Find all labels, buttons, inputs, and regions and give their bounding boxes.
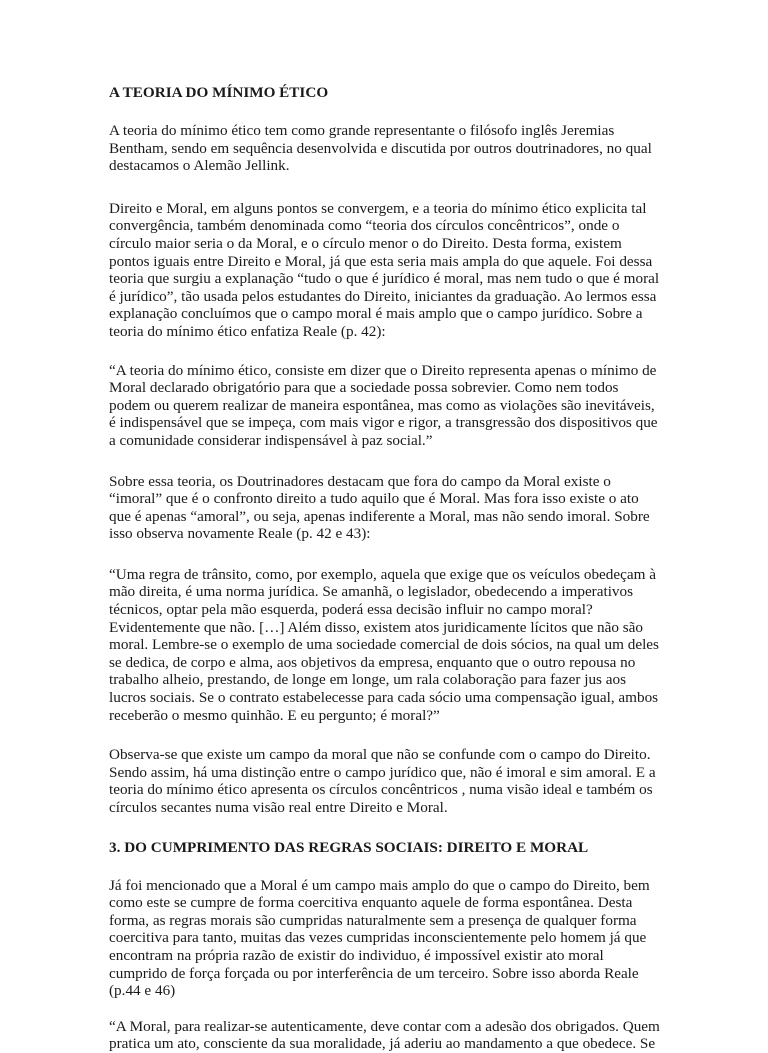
document-body [109,84,661,1053]
paragraph-cumprimento-moral: Já foi mencionado que a Moral é um campo mais amplo do que o campo do Direito, bem como este se cumpre de forma coercitiva enquanto aquele de forma espontânea. Desta forma, as regras morais são cumpridas naturalmente sem a presença de qualquer forma coercitiva para tanto, muitas das vezes cumpridas inconscientemente pelo homem já que encontram na própria razão de existir do individuo, é impossível existir ato moral cumprido de força forçada ou por interferência de um terceiro. Sobre isso aborda Reale (p.44 e 46) [109,876,650,1000]
quote-reale-minimo-etico: “A teoria do mínimo ético, consiste em dizer que o Direito representa apenas o mínimo de Moral declarado obrigatório para que a sociedade possa sobrevier. Como nem todos podem ou querem realizar de maneira espontânea, mas como as violações são inevitáveis, é indispensável que se impeça, com mais vigor e rigor, a transgressão dos dispositivos que a comunidade considerar indispensável à paz social.” [109,361,658,449]
quote-reale-regra-de-transito: “Uma regra de trânsito, como, por exemplo, aquela que exige que os veículos obedeçam à mão direita, é uma norma jurídica. Se amanhã, o legislador, obedecendo a imperativos técnicos, optar pela mão esquerda, poderá essa decisão influir no campo moral? Evidentemente que não. […] Além disso, existem atos juridicamente lícitos que não são moral. Lembre-se o exemplo de uma sociedade comercial de dois sócios, na qual um deles se dedica, de corpo e alma, aos objetivos da empresa, enquanto que o outro repousa no trabalho alheio, prestando, de longe em longe, um rala colaboração para fazer jus aos lucros sociais. Se o contrato estabelecesse para cada sócio uma compensação igual, ambos receberão o mesmo quinhão. E eu pergunto; é moral?” [109,565,659,724]
section-heading-minimo-etico: A TEORIA DO MÍNIMO ÉTICO [109,84,329,101]
paragraph-direito-e-moral: Direito e Moral, em alguns pontos se convergem, e a teoria do mínimo ético explicita tal convergência, também denominada como “teoria dos círculos concêntricos”, onde o círculo maior seria o da Moral, e o círculo menor o do Direito. Desta forma, existem pontos iguais entre Direito e Moral, já que esta seria mais ampla do que aquele. Foi dessa teoria que surgiu a explanação “tudo o que é jurídico é moral, mas nem tudo o que é moral é jurídico”, tão usada pelos estudantes do Direito, iniciantes da graduação. Ao lermos essa explanação concluímos que o campo moral é mais amplo que o campo jurídico. Sobre a teoria do mínimo ético enfatiza Reale (p. 42): [109,199,660,340]
paragraph-imoral-amoral: Sobre essa teoria, os Doutrinadores destacam que fora do campo da Moral existe o “imoral” que é o confronto direito a tudo aquilo que é Moral. Mas fora isso existe o ato que é apenas “amoral”, ou seja, apenas indiferente a Moral, mas não sendo imoral. Sobre isso observa novamente Reale (p. 42 e 43): [109,472,650,543]
section-heading-cumprimento-regras: 3. DO CUMPRIMENTO DAS REGRAS SOCIAIS: DIREITO E MORAL [109,838,589,856]
paragraph-bentham: A teoria do mínimo ético tem como grande representante o filósofo inglês Jeremias Bentham, sendo em sequência desenvolvida e discutida por outros doutrinadores, no qual destacamos o Alemão Jellink. [109,122,652,175]
quote-reale-adesao: “A Moral, para realizar-se autenticamente, deve contar com a adesão dos obrigados. Quem pratica um ato, consciente da sua moralidade, já aderiu ao mandamento a que obedece. Se [109,1017,660,1053]
paragraph-circulos-secantes: Observa-se que existe um campo da moral que não se confunde com o campo do Direito. Sendo assim, há uma distinção entre o campo jurídico que, não é imoral e sim amoral. E a teoria do mínimo ético apresenta os círculos concêntricos , numa visão ideal e também os círculos secantes numa visão real entre Direito e Moral. [109,746,656,816]
